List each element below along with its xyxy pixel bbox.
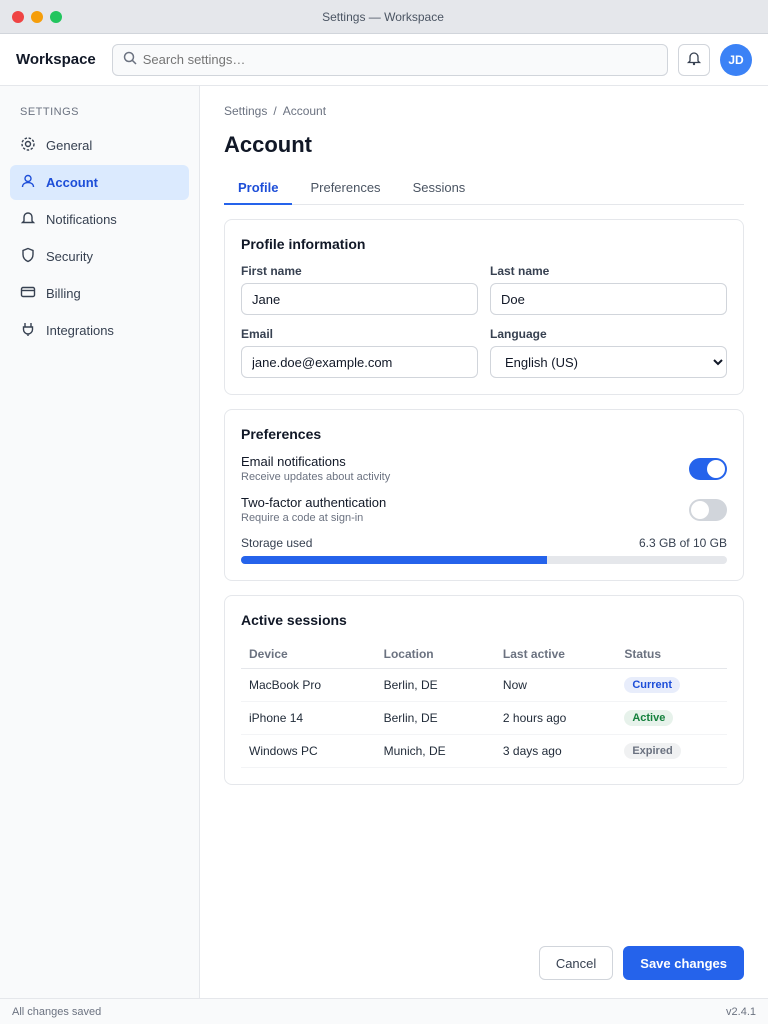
title-bar [0, 0, 768, 34]
column-header: Last active [495, 640, 616, 669]
toolbar [0, 34, 768, 86]
status-cell [616, 702, 727, 735]
language-field-group [490, 327, 727, 378]
user-icon [20, 173, 36, 192]
column-header: Device [241, 640, 376, 669]
search-input[interactable] [143, 52, 657, 67]
save-button[interactable]: Save changes [623, 946, 744, 980]
column-header: Location [376, 640, 495, 669]
table-row[interactable] [241, 735, 727, 768]
last-name-field[interactable] [490, 283, 727, 315]
email-field-group [241, 327, 478, 378]
table-cell: Berlin, DE [376, 669, 495, 702]
breadcrumb-link[interactable]: Settings [224, 104, 268, 118]
table-cell: Windows PC [241, 735, 376, 768]
sidebar-heading: SETTINGS [20, 106, 80, 118]
form-actions [224, 946, 744, 980]
toggle-description: Require a code at sign-in [241, 512, 364, 524]
toggle-text [241, 495, 386, 524]
plug-icon [20, 321, 36, 340]
notifications-button[interactable] [678, 44, 710, 76]
sidebar-item-account[interactable] [10, 165, 189, 200]
email-label: Email [241, 327, 274, 341]
email-notifications-toggle[interactable] [689, 458, 727, 480]
table-cell: Berlin, DE [376, 702, 495, 735]
table-row[interactable] [241, 669, 727, 702]
table-cell: MacBook Pro [241, 669, 376, 702]
page-title: Account [224, 132, 312, 157]
breadcrumb-separator: / [273, 104, 277, 118]
first-name-label: First name [241, 264, 302, 278]
search-icon [123, 51, 137, 68]
window-controls [12, 11, 62, 23]
tab-sessions[interactable]: Sessions [412, 180, 466, 195]
sidebar-item-label: Integrations [46, 323, 114, 338]
content-area [200, 86, 768, 998]
app-name: Workspace [16, 51, 96, 68]
sessions-table [241, 640, 727, 768]
toggle-label: Email notifications [241, 454, 346, 469]
sidebar-item-integrations[interactable] [10, 313, 189, 348]
storage-label: Storage used [241, 536, 313, 550]
sidebar-item-general[interactable] [10, 128, 189, 163]
table-cell: 2 hours ago [495, 702, 616, 735]
email-notifications-row [241, 454, 727, 483]
table-header-row [241, 640, 727, 669]
card-title: Active sessions [241, 612, 347, 628]
last-name-label: Last name [490, 264, 550, 278]
storage-value: 6.3 GB of 10 GB [638, 536, 727, 550]
card-title: Profile information [241, 236, 366, 252]
bell-icon [686, 50, 702, 69]
first-name-field[interactable] [241, 283, 478, 315]
avatar[interactable]: JD [720, 44, 752, 76]
toggle-knob [707, 460, 725, 478]
contact-row [241, 327, 727, 378]
shield-icon [20, 247, 36, 266]
table-row[interactable] [241, 702, 727, 735]
toggle-description: Receive updates about activity [241, 471, 391, 483]
first-name-field-group [241, 264, 478, 315]
table-cell: 3 days ago [495, 735, 616, 768]
status-cell [616, 669, 727, 702]
profile-card [224, 219, 744, 395]
toggle-knob [691, 501, 709, 519]
status-badge: Active [624, 710, 673, 726]
main-area [0, 86, 768, 998]
status-badge: Expired [624, 743, 680, 759]
storage-progress-fill [241, 556, 547, 564]
sidebar-item-notifications[interactable] [10, 202, 189, 237]
sidebar-item-label: Billing [46, 286, 81, 301]
sidebar-item-label: Security [46, 249, 93, 264]
cancel-button[interactable]: Cancel [539, 946, 613, 980]
sidebar [0, 86, 200, 998]
minimize-window-button[interactable] [31, 11, 43, 23]
language-select[interactable] [490, 346, 727, 378]
version-label: v2.4.1 [726, 1005, 756, 1018]
maximize-window-button[interactable] [50, 11, 62, 23]
status-bar [0, 998, 768, 1024]
name-row [241, 264, 727, 315]
sidebar-item-label: General [46, 138, 93, 153]
language-label: Language [490, 327, 547, 341]
last-name-field-group [490, 264, 727, 315]
breadcrumb [224, 104, 744, 118]
table-cell: iPhone 14 [241, 702, 376, 735]
gear-icon [20, 136, 36, 155]
email-field[interactable] [241, 346, 478, 378]
table-cell: Munich, DE [376, 735, 495, 768]
toggle-label: Two-factor authentication [241, 495, 387, 510]
search-box[interactable] [112, 44, 668, 76]
window-title: Settings — Workspace [322, 9, 444, 24]
card-icon [20, 284, 36, 303]
close-window-button[interactable] [12, 11, 24, 23]
preferences-card [224, 409, 744, 581]
table-cell: Now [495, 669, 616, 702]
storage-header [241, 536, 727, 550]
breadcrumb-current: Account [282, 104, 327, 118]
status-cell [616, 735, 727, 768]
sidebar-item-label: Account [46, 175, 98, 190]
sidebar-item-billing[interactable] [10, 276, 189, 311]
status-text: All changes saved [12, 1005, 102, 1018]
status-badge: Current [624, 677, 680, 693]
sessions-card [224, 595, 744, 785]
toggle-text [241, 454, 390, 483]
bell-icon [20, 210, 36, 229]
sidebar-item-label: Notifications [46, 212, 117, 227]
column-header: Status [616, 640, 727, 669]
tab-bar [224, 172, 744, 205]
two-factor-row [241, 495, 727, 524]
two-factor-toggle[interactable] [689, 499, 727, 521]
storage-usage [241, 536, 727, 564]
storage-progress-bar [241, 556, 727, 564]
sidebar-item-security[interactable] [10, 239, 189, 274]
tab-preferences[interactable]: Preferences [310, 180, 381, 195]
tab-profile[interactable]: Profile [224, 172, 292, 205]
card-title: Preferences [241, 426, 322, 442]
